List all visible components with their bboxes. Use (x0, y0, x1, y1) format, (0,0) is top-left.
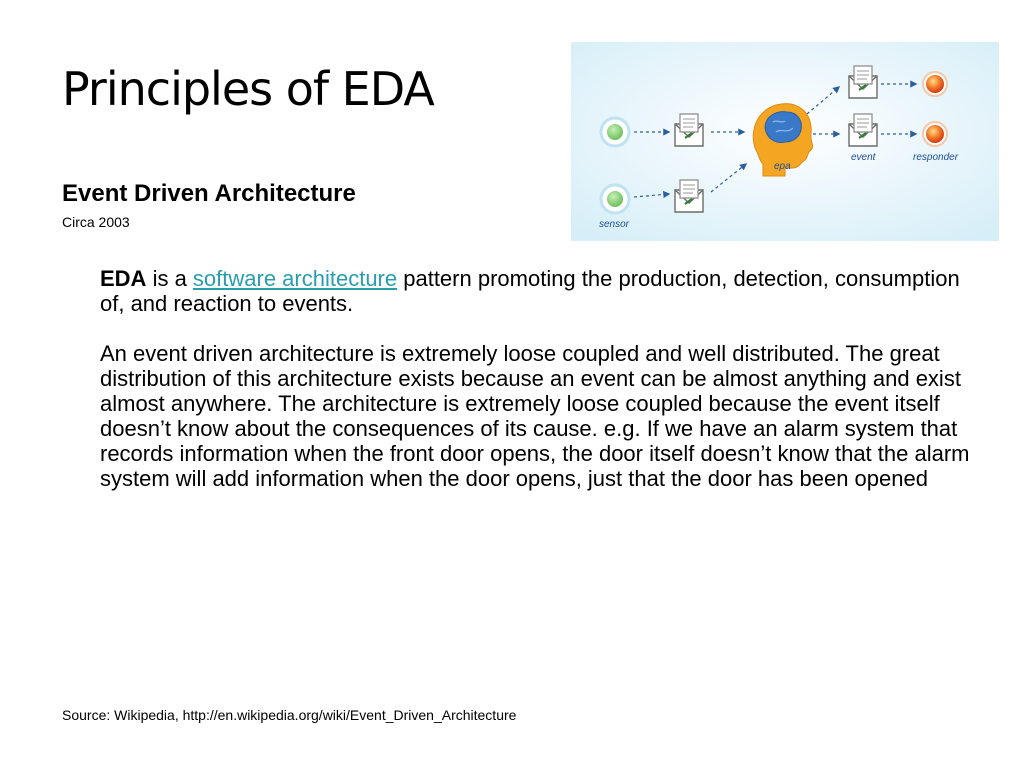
sensor-icon (601, 185, 629, 213)
sensor-label: sensor (599, 219, 630, 230)
responder-icon (923, 122, 947, 146)
circa-text: Circa 2003 (62, 214, 130, 230)
definition-text-post: pattern promoting the production, detection, consumption of, and reaction to events. (100, 266, 960, 316)
source-citation: Source: Wikipedia, http://en.wikipedia.org/wiki/Event_Driven_Architecture (62, 707, 517, 723)
event-label: event (851, 152, 876, 163)
software-architecture-link[interactable]: software architecture (192, 266, 398, 291)
slide-body (100, 266, 980, 491)
epa-label: epa (774, 161, 791, 172)
slide-title: Principles of EDA (62, 62, 434, 116)
eda-term: EDA (100, 266, 147, 291)
slide-subtitle: Event Driven Architecture (62, 180, 356, 207)
responder-label: responder (913, 152, 959, 163)
paragraph-definition (100, 266, 980, 316)
sensor-icon (601, 118, 629, 146)
eda-diagram (571, 42, 999, 241)
responder-icon (923, 72, 947, 96)
paragraph-description: An event driven architecture is extremely loose coupled and well distributed. The great distribution of this architecture exists because an event can be almost anything and exist almost anywhere. The architecture is extremely loose coupled because the event itself doesn’t know about the consequences of its cause. e.g. If we have an alarm system that records information when the front door opens, the door itself doesn’t know that the alarm system will add information when the door opens, just that the door has been opened (100, 341, 970, 491)
definition-text-pre: is a (146, 266, 193, 291)
